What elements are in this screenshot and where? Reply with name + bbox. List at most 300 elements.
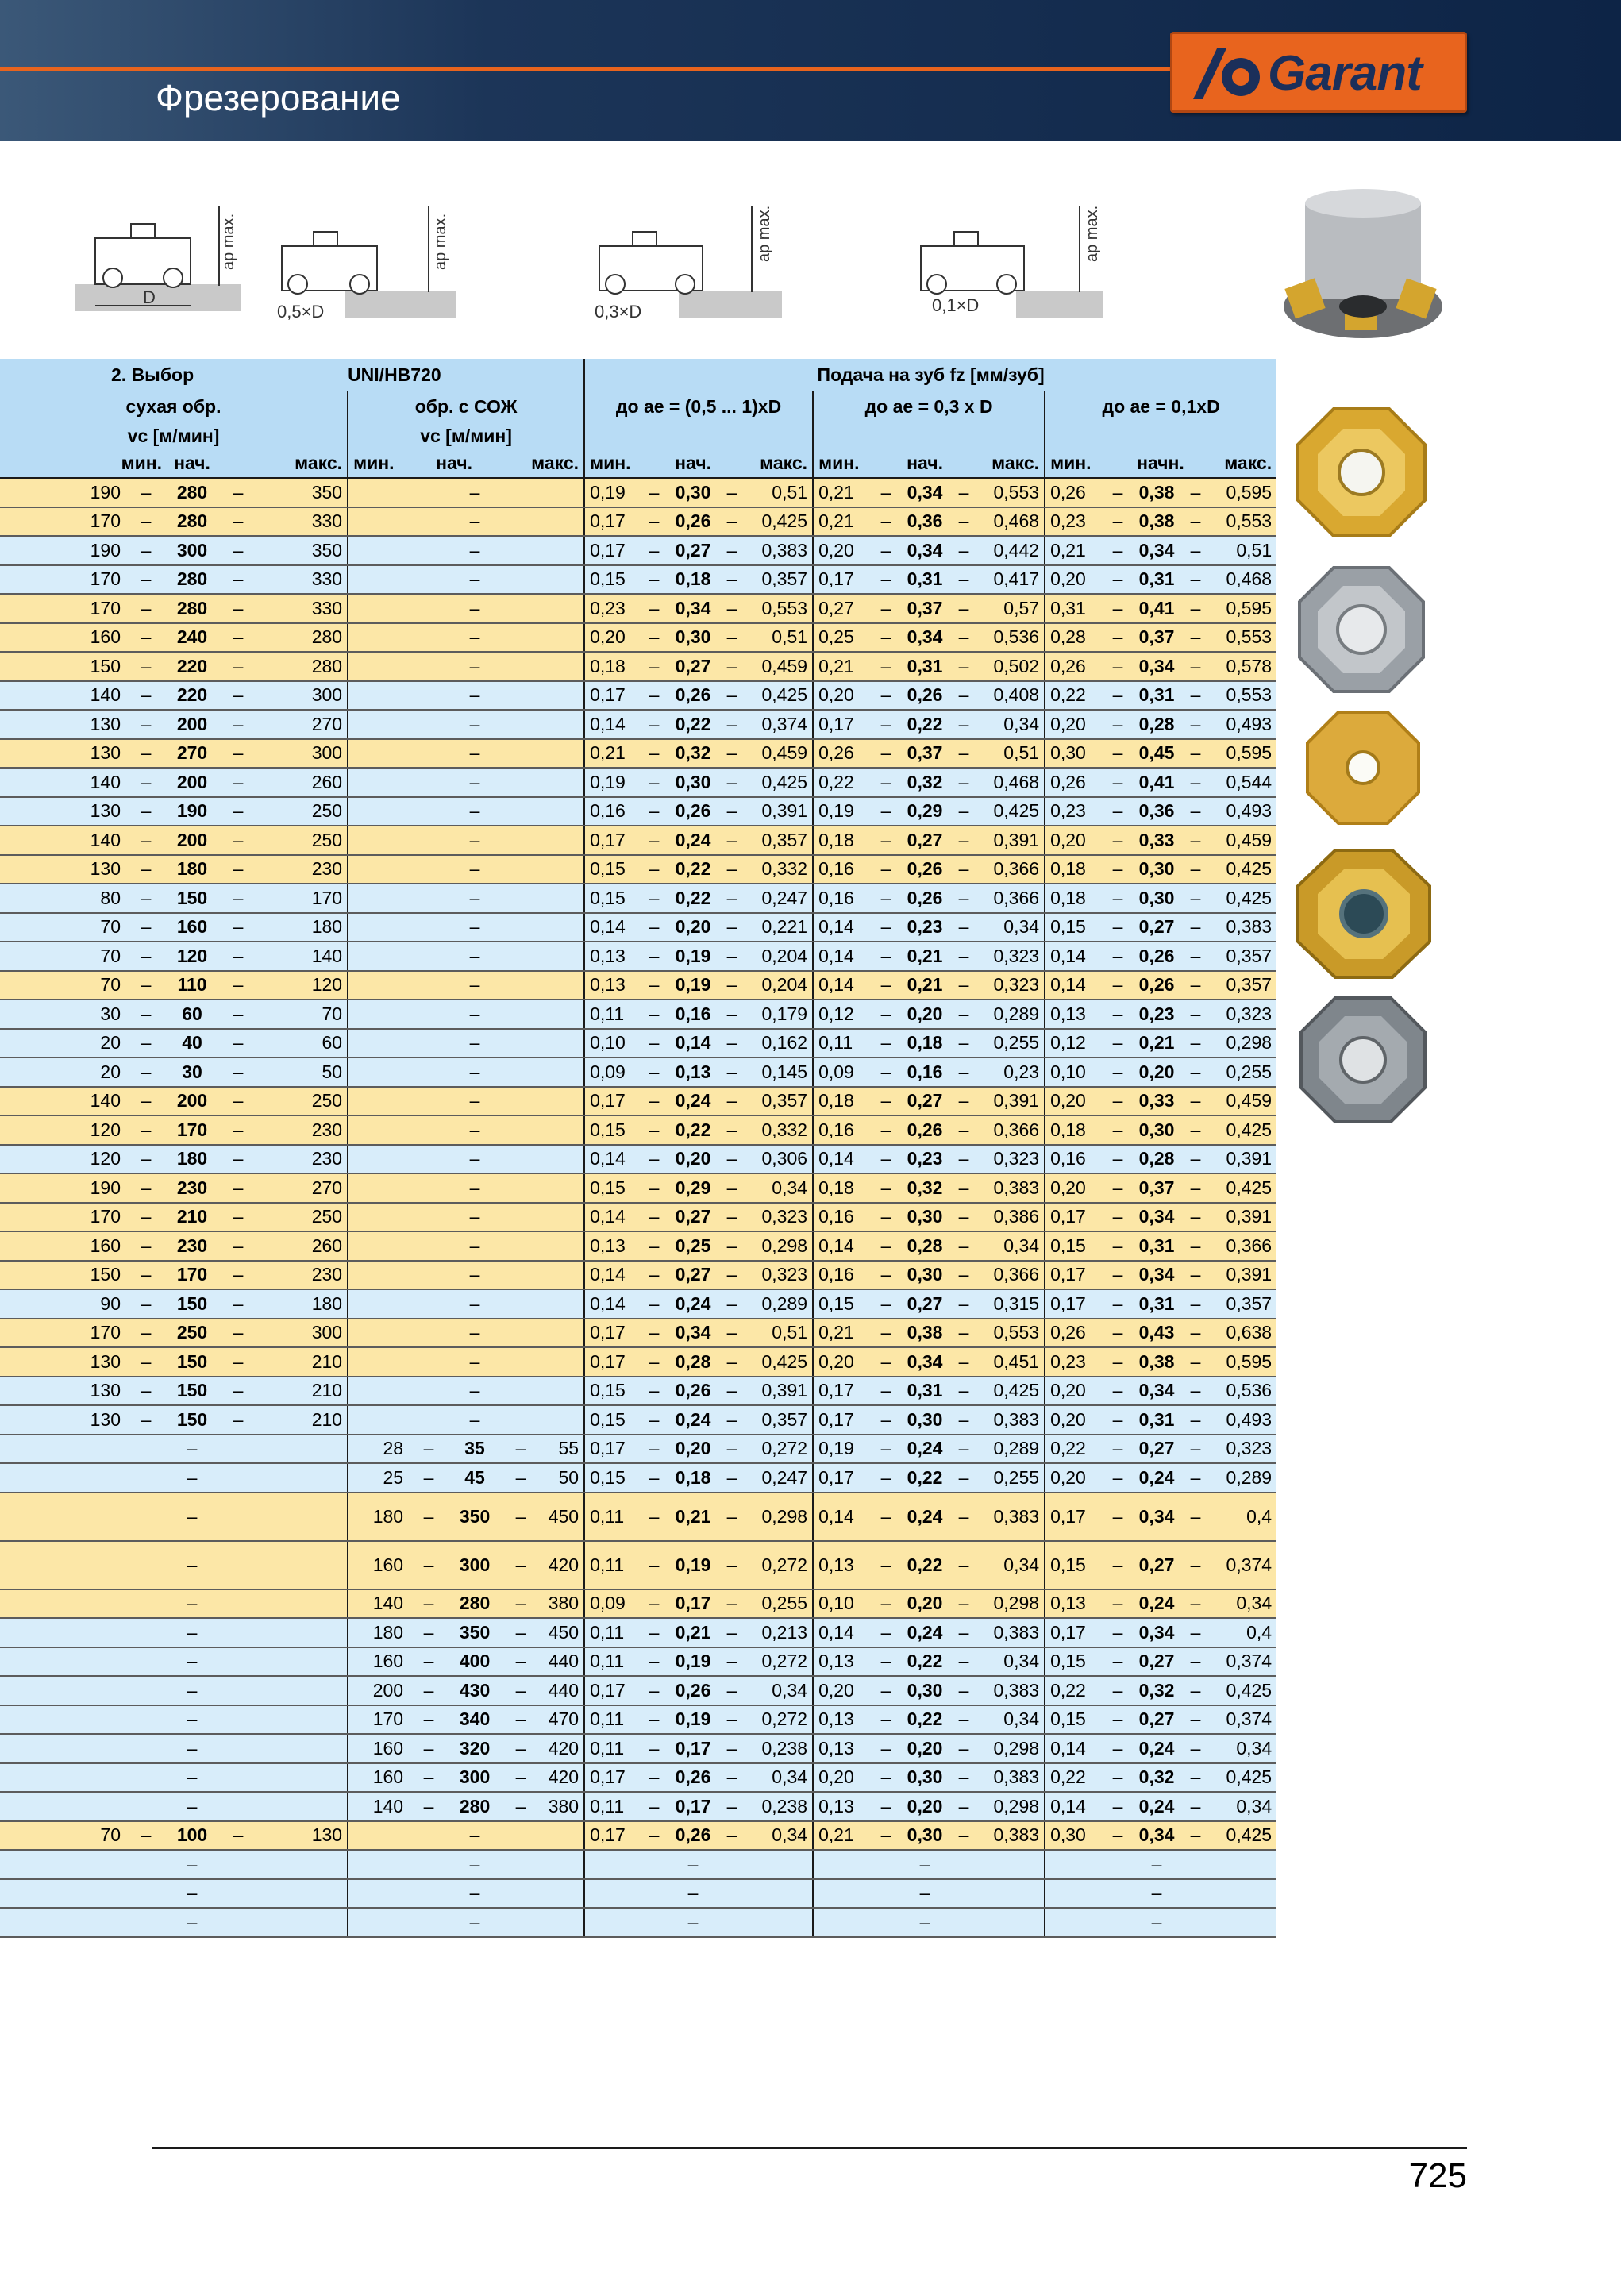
empty-cell	[348, 797, 408, 826]
fz-ae2-max: 0,298	[978, 1792, 1045, 1821]
empty-cell	[125, 1763, 167, 1793]
dry-vc-nom: 270	[167, 739, 218, 769]
dry-vc-nom: 220	[167, 681, 218, 711]
dry-vc-nom: 110	[167, 971, 218, 1000]
fz-ae3-max: 0,34	[1210, 1589, 1276, 1619]
dash: –	[872, 1289, 900, 1319]
fz-ae2-max: 0,289	[978, 1435, 1045, 1464]
table-row	[0, 1261, 1276, 1290]
dash: –	[218, 1377, 259, 1406]
fz-ae3-nom: 0,27	[1132, 1435, 1181, 1464]
fz-ae1-min: 0,17	[584, 1676, 640, 1705]
dash: –	[408, 1618, 449, 1647]
dry-vc-nom: 190	[167, 797, 218, 826]
empty-cell	[1045, 1879, 1103, 1909]
dash: –	[1103, 1405, 1132, 1435]
fz-ae2-max: 0,536	[978, 623, 1045, 653]
empty-cell	[746, 1879, 813, 1909]
empty-cell	[348, 855, 408, 884]
fz-ae3-nom: 0,33	[1132, 826, 1181, 855]
fz-ae3-min: 0,15	[1045, 1541, 1103, 1589]
fz-ae3-max: 0,468	[1210, 565, 1276, 595]
empty-cell	[125, 1541, 167, 1589]
dash: –	[872, 1647, 900, 1677]
table-row	[0, 1405, 1276, 1435]
table-row	[0, 1115, 1276, 1145]
dash: –	[218, 710, 259, 739]
empty-cell	[408, 1347, 449, 1377]
wet-vc-max: 440	[541, 1676, 584, 1705]
empty-cell	[718, 1908, 746, 1937]
empty-cell	[0, 1493, 125, 1541]
fz-ae1-min: 0,14	[584, 1203, 640, 1232]
dash: –	[125, 565, 167, 595]
dry-machining-label: сухая обр.	[0, 391, 348, 422]
empty-cell	[500, 1405, 541, 1435]
fz-ae3-nom: 0,45	[1132, 739, 1181, 769]
empty-cell	[500, 855, 541, 884]
fz-ae2-min: 0,17	[813, 1463, 872, 1493]
fz-ae3-max: 0,391	[1210, 1203, 1276, 1232]
dash: –	[449, 1405, 500, 1435]
empty-cell	[541, 1405, 584, 1435]
fz-ae2-nom: 0,30	[900, 1763, 949, 1793]
dash: –	[872, 1087, 900, 1116]
empty-cell	[348, 1289, 408, 1319]
dash: –	[640, 1145, 668, 1174]
dash: –	[408, 1463, 449, 1493]
dry-vc-max: 330	[259, 594, 348, 623]
fz-ae1-max: 0,306	[746, 1145, 813, 1174]
dash: –	[500, 1463, 541, 1493]
fz-ae3-nom: 0,34	[1132, 536, 1181, 565]
dash: –	[125, 768, 167, 797]
dash: –	[1181, 1203, 1210, 1232]
fz-ae2-max: 0,34	[978, 1705, 1045, 1735]
dash: –	[949, 1377, 978, 1406]
empty-cell	[259, 1676, 348, 1705]
empty-cell	[348, 710, 408, 739]
fz-ae2-nom: 0,22	[900, 710, 949, 739]
dash: –	[718, 1463, 746, 1493]
empty-cell	[125, 1435, 167, 1464]
fz-ae1-nom: 0,20	[668, 1435, 718, 1464]
fz-ae2-nom: 0,22	[900, 1541, 949, 1589]
wet-vc-max: 55	[541, 1435, 584, 1464]
header-accent-line	[0, 67, 1173, 71]
fz-ae3-min: 0,12	[1045, 1029, 1103, 1058]
fz-ae2-nom: 0,31	[900, 565, 949, 595]
fz-ae1-min: 0,15	[584, 855, 640, 884]
dash: –	[1181, 826, 1210, 855]
fz-ae3-max: 0,459	[1210, 1087, 1276, 1116]
dash: –	[125, 1289, 167, 1319]
dash: –	[449, 1057, 500, 1087]
empty-cell	[541, 1029, 584, 1058]
empty-cell	[978, 1908, 1045, 1937]
dash: –	[949, 942, 978, 971]
dry-vc-nom: 60	[167, 1000, 218, 1029]
fz-ae2-min: 0,15	[813, 1289, 872, 1319]
empty-cell	[541, 1821, 584, 1851]
dry-vc-min: 130	[0, 797, 125, 826]
dash: –	[872, 1115, 900, 1145]
dash: –	[500, 1676, 541, 1705]
fz-ae3-nom: 0,31	[1132, 1405, 1181, 1435]
fz-ae1-nom: 0,32	[668, 739, 718, 769]
dry-vc-max: 230	[259, 1145, 348, 1174]
dash: –	[218, 1289, 259, 1319]
dry-vc-min: 140	[0, 1087, 125, 1116]
fz-ae1-min: 0,17	[584, 681, 640, 711]
fz-ae1-nom: 0,26	[668, 507, 718, 537]
empty-cell	[500, 1029, 541, 1058]
dash: –	[1103, 1821, 1132, 1851]
fz-ae1-max: 0,357	[746, 1405, 813, 1435]
dry-vc-max: 260	[259, 768, 348, 797]
fz-ae3-min: 0,23	[1045, 1347, 1103, 1377]
fz-ae1-max: 0,238	[746, 1792, 813, 1821]
table-row	[0, 1057, 1276, 1087]
table-row	[0, 594, 1276, 623]
fz-ae3-min: 0,22	[1045, 681, 1103, 711]
empty-cell	[541, 1087, 584, 1116]
fz-ae1-min: 0,15	[584, 1405, 640, 1435]
dash: –	[949, 652, 978, 681]
diagram-side-label: ap max.	[220, 213, 237, 270]
dash: –	[949, 1261, 978, 1290]
fz-ae2-max: 0,391	[978, 1087, 1045, 1116]
empty-cell	[259, 1792, 348, 1821]
fz-ae1-min: 0,11	[584, 1541, 640, 1589]
wet-vc-nom: 400	[449, 1647, 500, 1677]
fz-ae2-min: 0,18	[813, 826, 872, 855]
dash: –	[949, 1705, 978, 1735]
dash: –	[718, 1676, 746, 1705]
dash: –	[1181, 1319, 1210, 1348]
fz-ae2-min: 0,25	[813, 623, 872, 653]
fz-ae1-max: 0,289	[746, 1289, 813, 1319]
dash: –	[218, 797, 259, 826]
fz-ae3-nom: 0,27	[1132, 1647, 1181, 1677]
dash: –	[1181, 1435, 1210, 1464]
fz-ae2-max: 0,383	[978, 1173, 1045, 1203]
dash: –	[125, 884, 167, 913]
dash: –	[718, 652, 746, 681]
fz-ae2-min: 0,13	[813, 1734, 872, 1763]
fz-ae1-nom: 0,13	[668, 1057, 718, 1087]
silver-octagon-insert-dark-icon	[1297, 994, 1429, 1126]
engagement-diagrams	[64, 175, 1254, 357]
fz-ae2-max: 0,383	[978, 1493, 1045, 1541]
dash: –	[218, 681, 259, 711]
fz-ae3-min: 0,17	[1045, 1618, 1103, 1647]
empty-cell	[541, 884, 584, 913]
dry-vc-max: 270	[259, 1173, 348, 1203]
fz-ae2-nom: 0,22	[900, 1705, 949, 1735]
empty-cell	[218, 1541, 259, 1589]
dash: –	[449, 1029, 500, 1058]
dash: –	[872, 594, 900, 623]
empty-cell	[125, 1908, 167, 1937]
fz-ae2-min: 0,13	[813, 1647, 872, 1677]
fz-ae2-max: 0,425	[978, 797, 1045, 826]
dash: –	[949, 855, 978, 884]
empty-cell	[408, 1115, 449, 1145]
empty-cell	[718, 1879, 746, 1909]
fz-ae2-max: 0,255	[978, 1463, 1045, 1493]
empty-cell	[348, 1405, 408, 1435]
dash: –	[1103, 1289, 1132, 1319]
dash: –	[640, 1319, 668, 1348]
fz-ae2-nom: 0,27	[900, 1289, 949, 1319]
col-nom: нач.	[408, 449, 500, 478]
empty-cell	[541, 1261, 584, 1290]
dash: –	[640, 1763, 668, 1793]
empty-cell	[1181, 1908, 1210, 1937]
dash: –	[1181, 1463, 1210, 1493]
dash: –	[408, 1435, 449, 1464]
fz-ae1-max: 0,323	[746, 1203, 813, 1232]
empty-cell	[408, 710, 449, 739]
table-row	[0, 1319, 1276, 1348]
dash: –	[449, 1261, 500, 1290]
empty-cell	[259, 1734, 348, 1763]
table-row	[0, 1029, 1276, 1058]
empty-cell	[1210, 1850, 1276, 1879]
dash: –	[167, 1763, 218, 1793]
dash: –	[449, 826, 500, 855]
dash: –	[1103, 681, 1132, 711]
fz-ae2-min: 0,16	[813, 1203, 872, 1232]
col-min: мин.	[584, 449, 668, 478]
dash: –	[1181, 855, 1210, 884]
fz-ae3-max: 0,493	[1210, 710, 1276, 739]
table-row	[0, 1145, 1276, 1174]
fz-ae1-min: 0,11	[584, 1734, 640, 1763]
fz-ae3-min: 0,20	[1045, 1377, 1103, 1406]
dash: –	[218, 478, 259, 507]
table-row	[0, 768, 1276, 797]
empty-cell	[541, 594, 584, 623]
fz-ae1-max: 0,272	[746, 1705, 813, 1735]
empty-cell	[978, 1850, 1045, 1879]
fz-ae2-nom: 0,26	[900, 1115, 949, 1145]
empty-cell	[872, 1879, 900, 1909]
fz-ae2-min: 0,27	[813, 594, 872, 623]
fz-ae1-max: 0,383	[746, 536, 813, 565]
dry-vc-min: 160	[0, 1231, 125, 1261]
fz-ae3-min: 0,16	[1045, 1145, 1103, 1174]
dash: –	[640, 1705, 668, 1735]
empty-cell	[500, 884, 541, 913]
dash: –	[1103, 1173, 1132, 1203]
dash: –	[449, 681, 500, 711]
empty-cell	[348, 1850, 408, 1879]
dash: –	[167, 1463, 218, 1493]
table-row	[0, 681, 1276, 711]
fz-ae1-max: 0,425	[746, 681, 813, 711]
fz-ae1-max: 0,34	[746, 1821, 813, 1851]
empty-cell	[500, 1319, 541, 1348]
dry-vc-min: 130	[0, 855, 125, 884]
dash: –	[872, 1029, 900, 1058]
dash: –	[872, 942, 900, 971]
dash: –	[640, 1173, 668, 1203]
empty-cell	[408, 1908, 449, 1937]
fz-ae3-max: 0,459	[1210, 826, 1276, 855]
dry-vc-min: 140	[0, 681, 125, 711]
dash: –	[1103, 942, 1132, 971]
fz-ae1-max: 0,272	[746, 1647, 813, 1677]
fz-ae2-min: 0,14	[813, 1618, 872, 1647]
empty-cell	[408, 507, 449, 537]
dash: –	[640, 1463, 668, 1493]
wet-vc-nom: 320	[449, 1734, 500, 1763]
dash: –	[718, 1405, 746, 1435]
fz-ae1-max: 0,425	[746, 1347, 813, 1377]
table-row	[0, 1734, 1276, 1763]
fz-ae2-nom: 0,30	[900, 1261, 949, 1290]
empty-cell	[813, 1879, 872, 1909]
dash: –	[1103, 1463, 1132, 1493]
empty-cell	[348, 1203, 408, 1232]
fz-ae2-max: 0,502	[978, 652, 1045, 681]
dash: –	[1103, 797, 1132, 826]
col-nom: нач.	[900, 449, 949, 478]
dash: –	[1181, 1734, 1210, 1763]
dry-vc-nom: 120	[167, 942, 218, 971]
fz-ae3-max: 0,374	[1210, 1705, 1276, 1735]
dash: –	[125, 1173, 167, 1203]
fz-ae2-min: 0,10	[813, 1589, 872, 1619]
fz-ae1-min: 0,17	[584, 1763, 640, 1793]
dash: –	[1181, 1705, 1210, 1735]
dash: –	[1181, 1057, 1210, 1087]
dash: –	[872, 1377, 900, 1406]
empty-cell	[500, 1377, 541, 1406]
fz-ae3-min: 0,10	[1045, 1057, 1103, 1087]
dry-vc-nom: 200	[167, 710, 218, 739]
fz-ae3-max: 0,34	[1210, 1792, 1276, 1821]
empty-cell	[500, 1087, 541, 1116]
empty-cell	[348, 1908, 408, 1937]
empty-cell	[1210, 1908, 1276, 1937]
dash: –	[1181, 1792, 1210, 1821]
fz-ae2-max: 0,386	[978, 1203, 1045, 1232]
dash: –	[449, 1850, 500, 1879]
fz-ae1-min: 0,19	[584, 768, 640, 797]
fz-ae2-max: 0,315	[978, 1289, 1045, 1319]
dash: –	[1132, 1850, 1181, 1879]
fz-ae2-min: 0,17	[813, 710, 872, 739]
dash: –	[718, 623, 746, 653]
dash: –	[718, 1261, 746, 1290]
fz-ae2-nom: 0,34	[900, 478, 949, 507]
dash: –	[408, 1734, 449, 1763]
dash: –	[872, 1541, 900, 1589]
dash: –	[718, 1541, 746, 1589]
garant-logo-icon	[1185, 44, 1265, 104]
logo-text: Garant	[1268, 46, 1422, 101]
dash: –	[900, 1879, 949, 1909]
fz-ae1-max: 0,357	[746, 565, 813, 595]
dry-vc-nom: 210	[167, 1203, 218, 1232]
empty-cell	[408, 826, 449, 855]
fz-ae3-nom: 0,31	[1132, 1289, 1181, 1319]
fz-ae3-max: 0,553	[1210, 681, 1276, 711]
dash: –	[125, 1029, 167, 1058]
dry-vc-max: 350	[259, 478, 348, 507]
fz-ae3-min: 0,20	[1045, 710, 1103, 739]
fz-ae1-max: 0,459	[746, 739, 813, 769]
dash: –	[718, 507, 746, 537]
dash: –	[1181, 1347, 1210, 1377]
dash: –	[718, 797, 746, 826]
fz-ae2-nom: 0,23	[900, 913, 949, 942]
dash: –	[949, 1319, 978, 1348]
dash: –	[125, 681, 167, 711]
fz-ae1-nom: 0,30	[668, 623, 718, 653]
fz-ae3-max: 0,374	[1210, 1541, 1276, 1589]
table-row	[0, 1647, 1276, 1677]
col-min: мин.	[813, 449, 900, 478]
dash: –	[949, 913, 978, 942]
dry-vc-max: 350	[259, 536, 348, 565]
dash: –	[449, 1347, 500, 1377]
col-max: макс.	[218, 449, 348, 478]
dash: –	[949, 1231, 978, 1261]
dash: –	[125, 913, 167, 942]
dash: –	[1103, 478, 1132, 507]
empty-cell	[408, 1231, 449, 1261]
dash: –	[1181, 1029, 1210, 1058]
empty-cell	[218, 1908, 259, 1937]
fz-ae2-min: 0,14	[813, 1493, 872, 1541]
fz-ae3-nom: 0,34	[1132, 1821, 1181, 1851]
dash: –	[167, 1792, 218, 1821]
dash: –	[1181, 565, 1210, 595]
fz-ae3-min: 0,26	[1045, 1319, 1103, 1348]
fz-ae1-nom: 0,25	[668, 1231, 718, 1261]
dash: –	[949, 565, 978, 595]
fz-ae3-min: 0,14	[1045, 1792, 1103, 1821]
empty-cell	[408, 1319, 449, 1348]
fz-ae1-nom: 0,27	[668, 536, 718, 565]
fz-ae3-min: 0,15	[1045, 1647, 1103, 1677]
empty-cell	[408, 1405, 449, 1435]
empty-cell	[218, 1879, 259, 1909]
dash: –	[640, 1057, 668, 1087]
table-row	[0, 652, 1276, 681]
dash: –	[218, 536, 259, 565]
wet-vc-nom: 300	[449, 1541, 500, 1589]
dash: –	[1103, 1261, 1132, 1290]
fz-ae2-max: 0,408	[978, 681, 1045, 711]
dash: –	[640, 1289, 668, 1319]
fz-ae3-nom: 0,20	[1132, 1057, 1181, 1087]
fz-ae1-min: 0,17	[584, 507, 640, 537]
empty-cell	[541, 1319, 584, 1348]
dry-vc-min: 80	[0, 884, 125, 913]
empty-cell	[541, 1057, 584, 1087]
fz-ae2-max: 0,442	[978, 536, 1045, 565]
dash: –	[125, 1319, 167, 1348]
fz-ae1-min: 0,13	[584, 942, 640, 971]
empty-cell	[125, 1705, 167, 1735]
dash: –	[449, 1377, 500, 1406]
fz-ae1-min: 0,11	[584, 1000, 640, 1029]
